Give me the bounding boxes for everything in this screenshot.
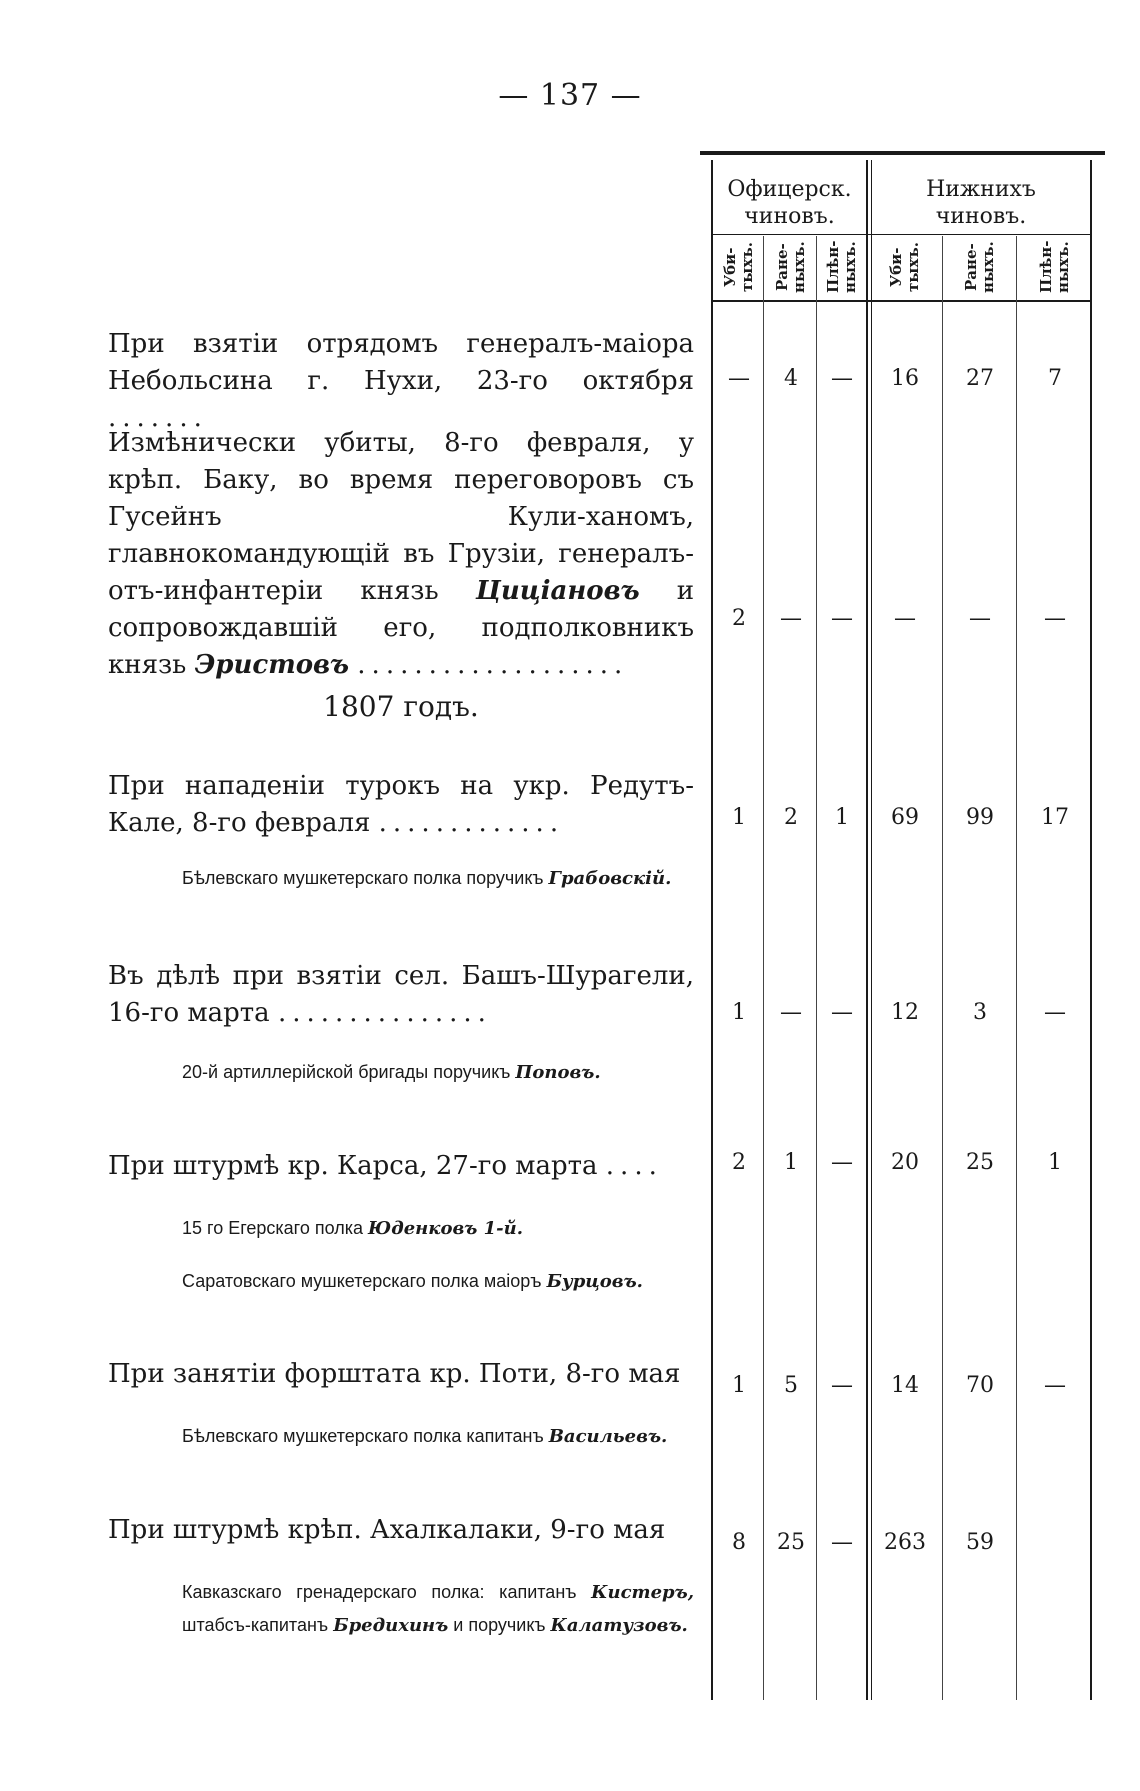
table-cell: —	[1044, 1000, 1066, 1025]
entry-akhalkalaki	[108, 1512, 694, 1549]
table-header-rule	[712, 234, 1090, 235]
entry-poti	[108, 1356, 694, 1393]
officer-note	[182, 862, 694, 895]
officers-header	[713, 176, 866, 230]
table-cell: 25	[966, 1150, 994, 1175]
leader-dots: .......	[108, 403, 208, 433]
table-cell: 70	[966, 1373, 994, 1398]
col-header-lower-wounded: Ране- ныхъ.	[962, 241, 997, 293]
column-divider	[942, 236, 943, 1700]
entry-text: При штурмѣ крѣп. Ахалкалаки, 9-го мая	[108, 1515, 666, 1545]
entry-redut-kale	[108, 768, 694, 842]
officer-name: Бурцовъ.	[546, 1271, 643, 1292]
table-cell: 69	[891, 805, 919, 830]
officer-name: Калатузовъ.	[550, 1615, 688, 1636]
entry-text-continued: и сопровождавшій его, подполковникъ князь	[108, 576, 695, 680]
entry-nukha	[108, 326, 694, 437]
officer-text: Бѣлевскаго мушкетерскаго полка поручикъ	[182, 868, 544, 888]
officer-name: Кистеръ,	[591, 1582, 694, 1603]
table-group-divider-inner	[871, 160, 872, 1700]
col-header-officers-captured: Плѣн- ныхъ.	[824, 240, 859, 294]
table-cell: 14	[891, 1373, 919, 1398]
entry-baku	[108, 425, 694, 684]
column-divider	[816, 236, 817, 1700]
entry-text: Измѣнически убиты, 8-го февраля, у крѣп. Баку, во время переговоровъ съ Гусейнъ Кули-ханомъ, главнокомандующій въ Грузіи, генералъ-отъ-инфантеріи князь	[108, 428, 694, 606]
table-cell: —	[831, 1000, 853, 1025]
table-cell: —	[780, 1000, 802, 1025]
table-cell: 1	[1048, 1150, 1062, 1175]
table-right-rule	[1090, 160, 1092, 1700]
table-subheader-rule	[712, 300, 1090, 302]
officer-text: 20-й артиллерійской бригады поручикъ	[182, 1062, 511, 1082]
table-cell: —	[831, 1530, 853, 1555]
entry-text: При занятіи форштата кр. Поти, 8-го мая	[108, 1359, 681, 1389]
table-top-rule	[700, 151, 1105, 155]
table-group-divider	[866, 160, 868, 1700]
page-number: — 137 —	[498, 78, 642, 113]
entry-text: При взятіи отрядомъ генералъ-маіора Небольсина г. Нухи, 23-го октября	[108, 329, 694, 396]
table-cell: 16	[891, 366, 919, 391]
column-divider	[763, 236, 764, 1700]
table-cell: —	[831, 606, 853, 631]
table-cell: 59	[966, 1530, 994, 1555]
table-cell: 20	[891, 1150, 919, 1175]
table-cell: 17	[1041, 805, 1069, 830]
officer-note	[182, 1265, 694, 1298]
officer-note	[182, 1056, 694, 1089]
entry-text: Въ дѣлѣ при взятіи сел. Башъ-Шурагели, 16-го марта	[108, 961, 694, 1028]
table-cell: 2	[784, 805, 798, 830]
leader-dots: ....	[605, 1151, 663, 1181]
officer-text: штабсъ-капитанъ	[182, 1615, 329, 1635]
column-divider	[1016, 236, 1017, 1700]
col-header-officers-wounded: Ране- ныхъ.	[773, 241, 808, 293]
table-cell: 1	[732, 1373, 746, 1398]
officer-text: 15 го Егерскаго полка	[182, 1218, 364, 1238]
table-cell: 1	[835, 805, 849, 830]
table-cell: 2	[732, 1150, 746, 1175]
table-cell: —	[831, 1150, 853, 1175]
table-cell: 2	[732, 606, 746, 631]
lower-ranks-header	[872, 176, 1090, 230]
col-header-lower-captured: Плѣн- ныхъ.	[1037, 240, 1072, 294]
table-cell: 27	[966, 366, 994, 391]
table-cell: 3	[973, 1000, 987, 1025]
table-cell: 12	[891, 1000, 919, 1025]
officer-note	[182, 1420, 694, 1453]
table-cell: —	[831, 1373, 853, 1398]
officers-header-line1: Офицерск.	[727, 177, 852, 202]
officer-name: Поповъ.	[515, 1062, 601, 1083]
table-cell: —	[894, 606, 916, 631]
officer-name: Юденковъ 1-й.	[368, 1218, 523, 1239]
table-cell: 263	[884, 1530, 926, 1555]
table-cell: —	[1044, 606, 1066, 631]
officer-text: и поручикъ	[453, 1615, 546, 1635]
entry-kars	[108, 1148, 694, 1185]
officer-name: Грабовскій.	[548, 868, 672, 889]
officer-note	[182, 1212, 694, 1245]
col-header-lower-killed: Уби- тыхъ.	[887, 242, 922, 293]
officer-text: Бѣлевскаго мушкетерскаго полка капитанъ	[182, 1426, 544, 1446]
person-name: Цицiановъ	[475, 576, 640, 606]
entry-text: При нападеніи турокъ на укр. Редутъ-Кале, 8-го февраля	[108, 771, 694, 838]
leader-dots: ...................	[357, 650, 629, 680]
lower-ranks-header-line2: чиновъ.	[935, 204, 1027, 229]
table-cell: —	[1044, 1373, 1066, 1398]
table-cell: 25	[777, 1530, 805, 1555]
leader-dots: ...............	[277, 998, 492, 1028]
table-cell: 1	[732, 1000, 746, 1025]
table-cell: 99	[966, 805, 994, 830]
officer-note	[182, 1576, 694, 1642]
officer-text: Кавказскаго гренадерскаго полка: капитанъ	[182, 1582, 577, 1602]
leader-dots: .............	[378, 808, 565, 838]
person-name: Эристовъ	[194, 650, 350, 680]
entry-bash-shuragel	[108, 958, 694, 1032]
table-cell: 4	[784, 366, 798, 391]
table-cell: —	[969, 606, 991, 631]
table-cell: 5	[784, 1373, 798, 1398]
year-heading: 1807 годъ.	[323, 690, 479, 723]
table-cell: 7	[1048, 366, 1062, 391]
table-cell: —	[728, 366, 750, 391]
table-cell: 8	[732, 1530, 746, 1555]
table-cell: —	[831, 366, 853, 391]
table-cell: 1	[732, 805, 746, 830]
entry-text: При штурмѣ кр. Карса, 27-го марта	[108, 1151, 598, 1181]
officer-name: Бредихинъ	[333, 1615, 449, 1636]
lower-ranks-header-line1: Нижнихъ	[926, 177, 1036, 202]
table-left-rule	[711, 160, 713, 1700]
table-cell: 1	[784, 1150, 798, 1175]
col-header-officers-killed: Уби- тыхъ.	[721, 242, 756, 293]
officers-header-line2: чиновъ.	[744, 204, 835, 229]
officer-text: Саратовскаго мушкетерскаго полка маіоръ	[182, 1271, 542, 1291]
officer-name: Васильевъ.	[548, 1426, 668, 1447]
table-cell: —	[780, 606, 802, 631]
